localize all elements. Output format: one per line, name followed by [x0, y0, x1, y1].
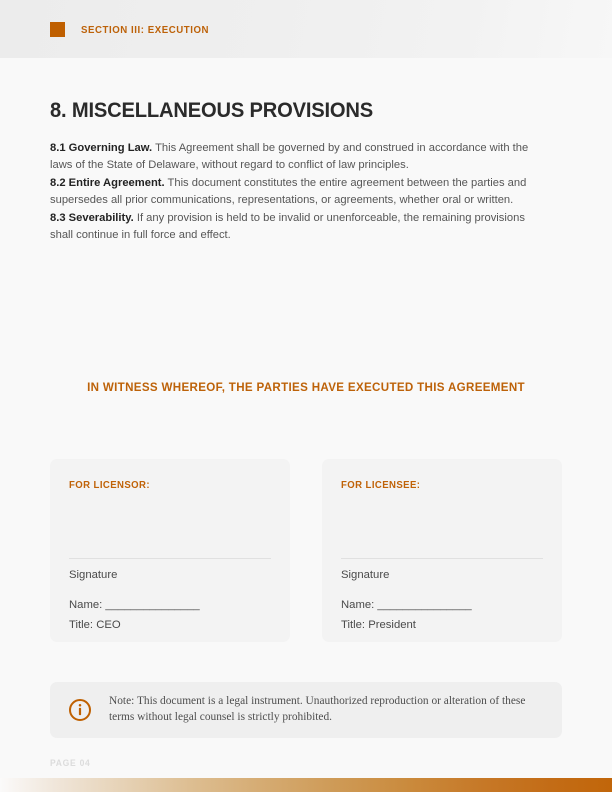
clause-number: 8.1 Governing Law. — [50, 142, 153, 154]
clause-item — [50, 140, 549, 175]
orange-square-marker-icon — [50, 22, 65, 37]
section-label: SECTION III: EXECUTION — [81, 23, 210, 36]
signature-title-line: Title: CEO — [69, 619, 121, 631]
page-number: PAGE 04 — [50, 758, 91, 769]
signature-title-line: Title: President — [341, 619, 416, 631]
clause-text: This Agreement shall be governed by and construed in accordance with the laws of the State of Delaware, without regard to conflict of law principles. — [50, 142, 529, 172]
legal-note-text: Note: This document is a legal instrument. Unauthorized reproduction or alteration of these terms without legal counsel is strictly prohibited. — [109, 695, 526, 723]
signature-party-label: FOR LICENSEE: — [341, 480, 421, 491]
clause-text: If any provision is held to be invalid or unenforceable, the remaining provisions shall continue in full force and effect. — [50, 211, 525, 242]
signature-rule — [341, 558, 543, 559]
signature-rule — [69, 558, 271, 559]
section-header — [50, 22, 220, 37]
signature-name-line: Name: _______________ — [69, 599, 200, 611]
clause-text: This document constitutes the entire agreement between the parties and supersedes all prior communications, representations, or agreements, whether oral or written. — [50, 176, 527, 207]
signature-caption: Signature — [341, 569, 390, 581]
page-title: 8. MISCELLANEOUS PROVISIONS — [50, 99, 374, 122]
witness-statement: IN WITNESS WHEREOF, THE PARTIES HAVE EXECUTED THIS AGREEMENT — [87, 380, 525, 394]
signature-card-licensor — [50, 459, 290, 642]
signature-party-label: FOR LICENSOR: — [69, 480, 150, 491]
clause-item — [50, 175, 549, 210]
signature-name-line: Name: _______________ — [341, 599, 472, 611]
legal-note-box — [50, 682, 562, 738]
info-circle-icon — [68, 698, 92, 722]
clause-item — [50, 210, 549, 245]
signature-card-licensee — [322, 459, 562, 642]
clause-list — [50, 140, 549, 244]
clause-number: 8.3 Severability. — [50, 211, 134, 224]
signature-blocks — [50, 459, 562, 642]
footer-gradient-bar — [0, 778, 612, 792]
section-header-band — [0, 0, 612, 58]
clause-number: 8.2 Entire Agreement. — [50, 176, 165, 189]
signature-caption: Signature — [69, 569, 118, 581]
